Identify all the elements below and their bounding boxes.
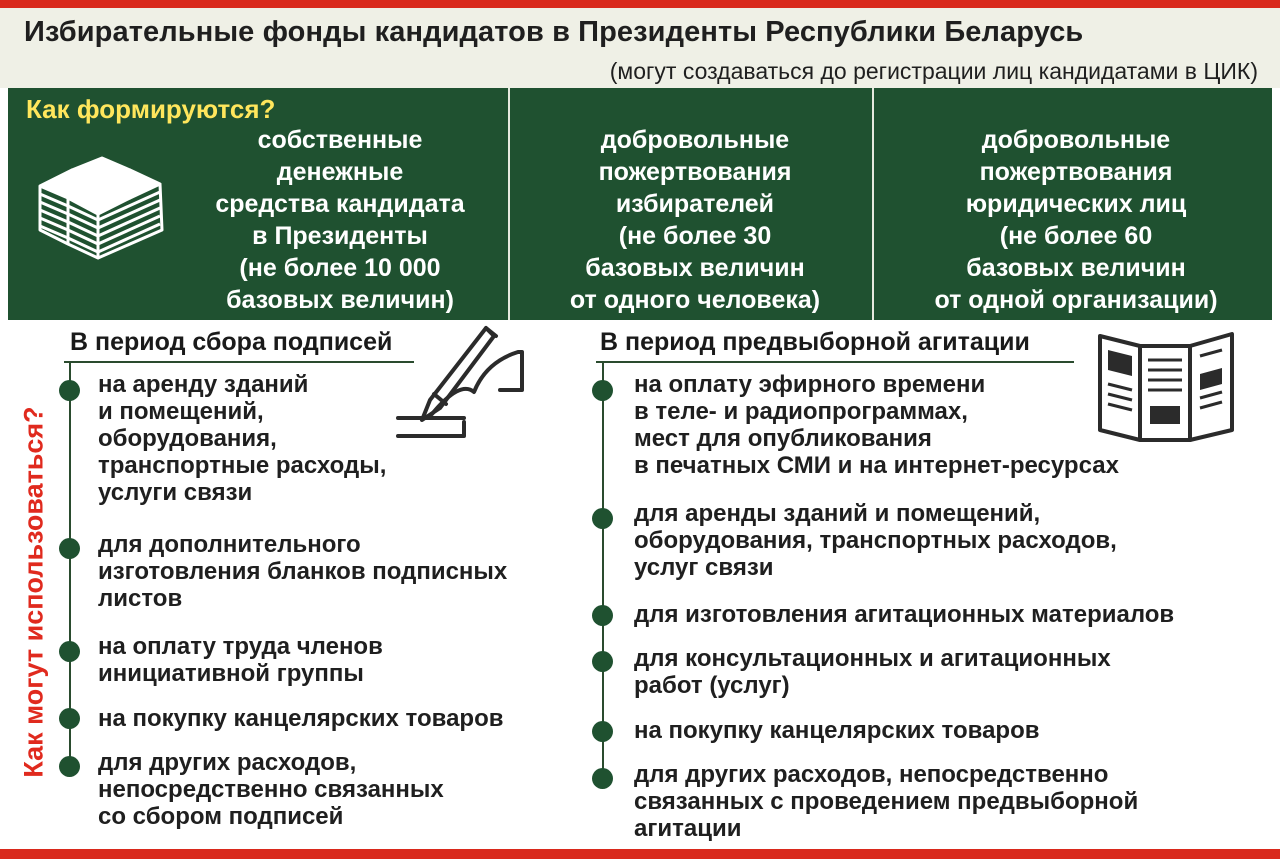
source-line: базовых величин	[966, 254, 1186, 282]
item-line: для дополнительного	[98, 531, 361, 558]
source-legal-entity-donations	[884, 124, 1268, 316]
usage-heading	[8, 392, 60, 792]
item-line: со сбором подписей	[98, 803, 344, 830]
item-line: на покупку канцелярских товаров	[634, 717, 1040, 744]
item-line: в теле- и радиопрограммах,	[634, 398, 968, 425]
item-line: для изготовления агитационных материалов	[634, 601, 1175, 628]
source-line: собственные	[257, 126, 423, 154]
item-line: для аренды зданий и помещений,	[634, 500, 1041, 527]
list-item	[98, 633, 383, 687]
source-line: средства кандидата	[215, 190, 465, 218]
source-line: от одного человека)	[569, 286, 821, 314]
money-stack-icon	[36, 156, 168, 272]
item-line: услуг связи	[634, 554, 774, 581]
item-line: связанных с проведением предвыборной	[634, 788, 1139, 815]
source-line: базовых величин	[585, 254, 805, 282]
bullet	[592, 380, 613, 401]
source-line: пожертвования	[598, 158, 792, 186]
campaign-period-title: В период предвыборной агитации	[600, 328, 1030, 356]
bullet	[592, 721, 613, 742]
item-line: на аренду зданий	[98, 371, 309, 398]
bullet	[59, 756, 80, 777]
item-line: в печатных СМИ и на интернет-ресурсах	[634, 452, 1119, 479]
usage-heading-text: Как могут использоваться?	[18, 406, 49, 778]
item-line: работ (услуг)	[634, 672, 790, 699]
source-line: (не более 30	[618, 222, 772, 250]
item-line: листов	[98, 585, 183, 612]
timeline-line	[602, 361, 604, 779]
bullet	[592, 508, 613, 529]
source-line: пожертвования	[979, 158, 1173, 186]
item-line: и помещений,	[98, 398, 264, 425]
source-line: добровольные	[600, 126, 790, 154]
section-underline	[64, 361, 414, 363]
item-line: для других расходов,	[98, 749, 357, 776]
list-item	[634, 761, 1138, 842]
list-item	[634, 601, 1174, 628]
list-item	[98, 371, 386, 506]
list-item	[98, 705, 504, 732]
signature-period-title: В период сбора подписей	[70, 328, 393, 356]
item-line: на покупку канцелярских товаров	[98, 705, 504, 732]
source-line: (не более 10 000	[239, 254, 441, 282]
pen-signature-icon	[390, 322, 530, 452]
item-line: оборудования, транспортных расходов,	[634, 527, 1117, 554]
item-line: изготовления бланков подписных	[98, 558, 508, 585]
list-item	[634, 717, 1040, 744]
source-line: денежные	[276, 158, 404, 186]
bullet	[592, 768, 613, 789]
bullet	[59, 538, 80, 559]
source-line: юридических лиц	[965, 190, 1187, 218]
page-title: Избирательные фонды кандидатов в Президенты Республики Беларусь	[24, 16, 1084, 48]
list-item	[98, 749, 444, 830]
list-item	[98, 531, 507, 612]
source-line: базовых величин)	[226, 286, 454, 314]
item-line: транспортные расходы,	[98, 452, 387, 479]
bullet	[59, 708, 80, 729]
bullet	[592, 651, 613, 672]
source-line: (не более 60	[999, 222, 1153, 250]
column-divider	[872, 88, 874, 320]
source-own-funds	[184, 124, 496, 316]
bottom-red-bar	[0, 849, 1280, 859]
item-line: непосредственно связанных	[98, 776, 444, 803]
item-line: на оплату эфирного времени	[634, 371, 986, 398]
top-red-bar	[0, 0, 1280, 8]
formation-heading: Как формируются?	[26, 94, 276, 124]
item-line: инициативной группы	[98, 660, 364, 687]
item-line: агитации	[634, 815, 742, 842]
column-divider	[508, 88, 510, 320]
item-line: мест для опубликования	[634, 425, 932, 452]
source-line: от одной организации)	[934, 286, 1218, 314]
bullet	[592, 605, 613, 626]
source-line: избирателей	[615, 190, 775, 218]
bullet	[59, 380, 80, 401]
formation-panel	[8, 88, 1272, 320]
source-line: добровольные	[981, 126, 1171, 154]
item-line: на оплату труда членов	[98, 633, 383, 660]
list-item	[634, 645, 1111, 699]
item-line: услуги связи	[98, 479, 253, 506]
list-item	[634, 500, 1117, 581]
item-line: для других расходов, непосредственно	[634, 761, 1109, 788]
source-line: в Президенты	[252, 222, 428, 250]
header	[0, 8, 1280, 88]
list-item	[634, 371, 1119, 479]
bullet	[59, 641, 80, 662]
section-underline	[596, 361, 1074, 363]
source-voter-donations	[520, 124, 870, 316]
item-line: для консультационных и агитационных	[634, 645, 1111, 672]
page-subtitle: (могут создаваться до регистрации лиц кандидатами в ЦИК)	[609, 58, 1258, 84]
item-line: оборудования,	[98, 425, 277, 452]
